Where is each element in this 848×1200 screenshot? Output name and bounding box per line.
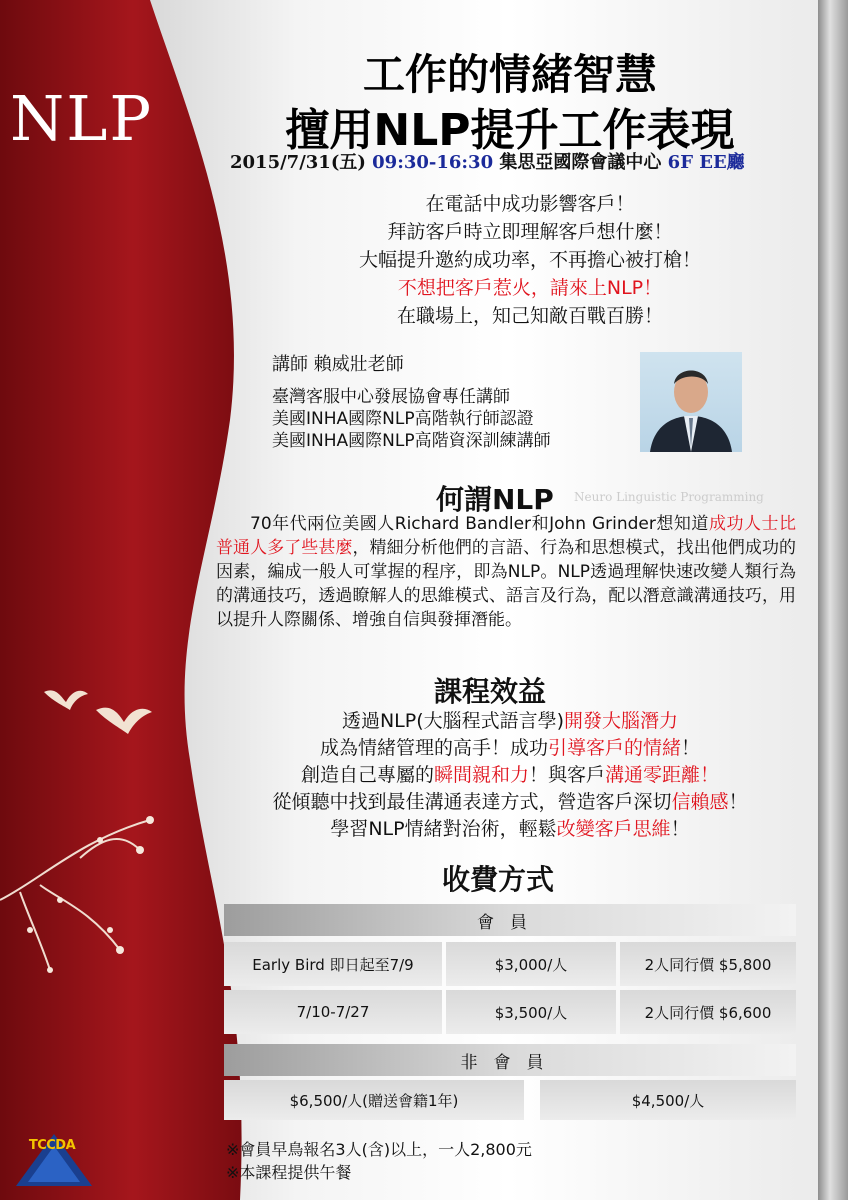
benefit-line: 從傾聽中找到最佳溝通表達方式，營造客戶深切信賴感！ bbox=[272, 791, 748, 813]
nonmember-fee-b: $4,500/人 bbox=[540, 1080, 796, 1120]
member-header: 會員 bbox=[224, 904, 796, 936]
title-line-2: 擅用NLP提升工作表現 bbox=[285, 105, 735, 156]
intro-line: 在電話中成功影響客戶！ bbox=[425, 193, 635, 215]
fee-notes bbox=[226, 1138, 532, 1184]
intro-line: 拜訪客戶時立即理解客戶想什麼！ bbox=[387, 221, 673, 243]
fees-title: 收費方式 bbox=[442, 863, 555, 896]
event-venue: 集思亞國際會議中心 bbox=[499, 152, 662, 173]
event-dateline bbox=[230, 148, 830, 174]
teacher-credential: 美國INHA國際NLP高階執行師認證 bbox=[272, 409, 534, 429]
para-text: 70年代兩位美國人Richard Bandler和John Grinder想知道 bbox=[250, 514, 709, 534]
nonmember-fee-a: $6,500/人(贈送會籍1年) bbox=[224, 1080, 524, 1120]
event-time: 09:30-16:30 bbox=[372, 152, 494, 173]
teacher-info bbox=[272, 350, 632, 452]
event-room: 6F EE廳 bbox=[667, 152, 745, 173]
fee-price: $3,500/人 bbox=[446, 990, 616, 1034]
right-border-strip bbox=[818, 0, 848, 1200]
intro-lines bbox=[250, 190, 810, 330]
benefits-title: 課程效益 bbox=[434, 675, 547, 708]
nonmember-header: 非會員 bbox=[224, 1044, 796, 1076]
teacher-credential: 臺灣客服中心發展協會專任講師 bbox=[272, 387, 510, 407]
intro-line: 大幅提升邀約成功率，不再擔心被打槍！ bbox=[358, 249, 701, 271]
nlp-logo: NLP bbox=[10, 82, 154, 155]
teacher-photo bbox=[640, 352, 742, 452]
fee-note: ※會員早鳥報名3人(含)以上，一人2,800元 bbox=[226, 1140, 532, 1159]
benefit-line: 學習NLP情緒對治術，輕鬆改變客戶思維！ bbox=[330, 818, 690, 840]
what-is-nlp-title: 何謂NLP bbox=[436, 483, 554, 516]
event-date: 2015/7/31(五) bbox=[230, 152, 366, 173]
intro-line: 在職場上，知己知敵百戰百勝！ bbox=[396, 305, 663, 327]
title-line-1: 工作的情緒智慧 bbox=[362, 50, 657, 99]
fee-period: Early Bird 即日起至7/9 bbox=[224, 942, 442, 986]
what-is-nlp-paragraph bbox=[216, 512, 796, 632]
teacher-portrait-icon bbox=[640, 352, 742, 452]
fee-note: ※本課程提供午餐 bbox=[226, 1163, 352, 1182]
benefit-line: 創造自己專屬的瞬間親和力！與客戶溝通零距離！ bbox=[300, 764, 720, 786]
tccda-logo-text: TCCDA bbox=[28, 1138, 76, 1153]
fee-period: 7/10-7/27 bbox=[224, 990, 442, 1034]
benefit-line: 成為情緒管理的高手！成功引導客戶的情緒！ bbox=[319, 737, 701, 759]
blossom-branch-illustration bbox=[0, 780, 200, 980]
fee-price: $3,000/人 bbox=[446, 942, 616, 986]
fee-group-price: 2人同行價 $5,800 bbox=[620, 942, 796, 986]
birds-illustration bbox=[36, 680, 156, 750]
fee-group-price: 2人同行價 $6,600 bbox=[620, 990, 796, 1034]
intro-line-highlight: 不想把客戶惹火，請來上NLP！ bbox=[397, 277, 663, 299]
teacher-name: 講師 賴威壯老師 bbox=[272, 354, 404, 375]
what-is-nlp-subtitle: Neuro Linguistic Programming bbox=[574, 490, 764, 504]
benefit-line: 透過NLP(大腦程式語言學)開發大腦潛力 bbox=[341, 710, 679, 732]
teacher-credential: 美國INHA國際NLP高階資深訓練講師 bbox=[272, 431, 551, 451]
para-text: ，精細分析他們的言語、行為和思想模式，找出他們成功的因素，編成一般人可掌握的程序，即為NLP。NLP透過理解快速改變人類行為的溝通技巧，透過瞭解人的思維模式、語言及行為，配以潛意識溝通技巧，用以提升人際關係、增強自信與發揮潛能。 bbox=[216, 538, 796, 630]
para-highlight: 成功人士比普通人多了些甚麼 bbox=[216, 514, 796, 558]
benefits-lines bbox=[210, 708, 810, 843]
